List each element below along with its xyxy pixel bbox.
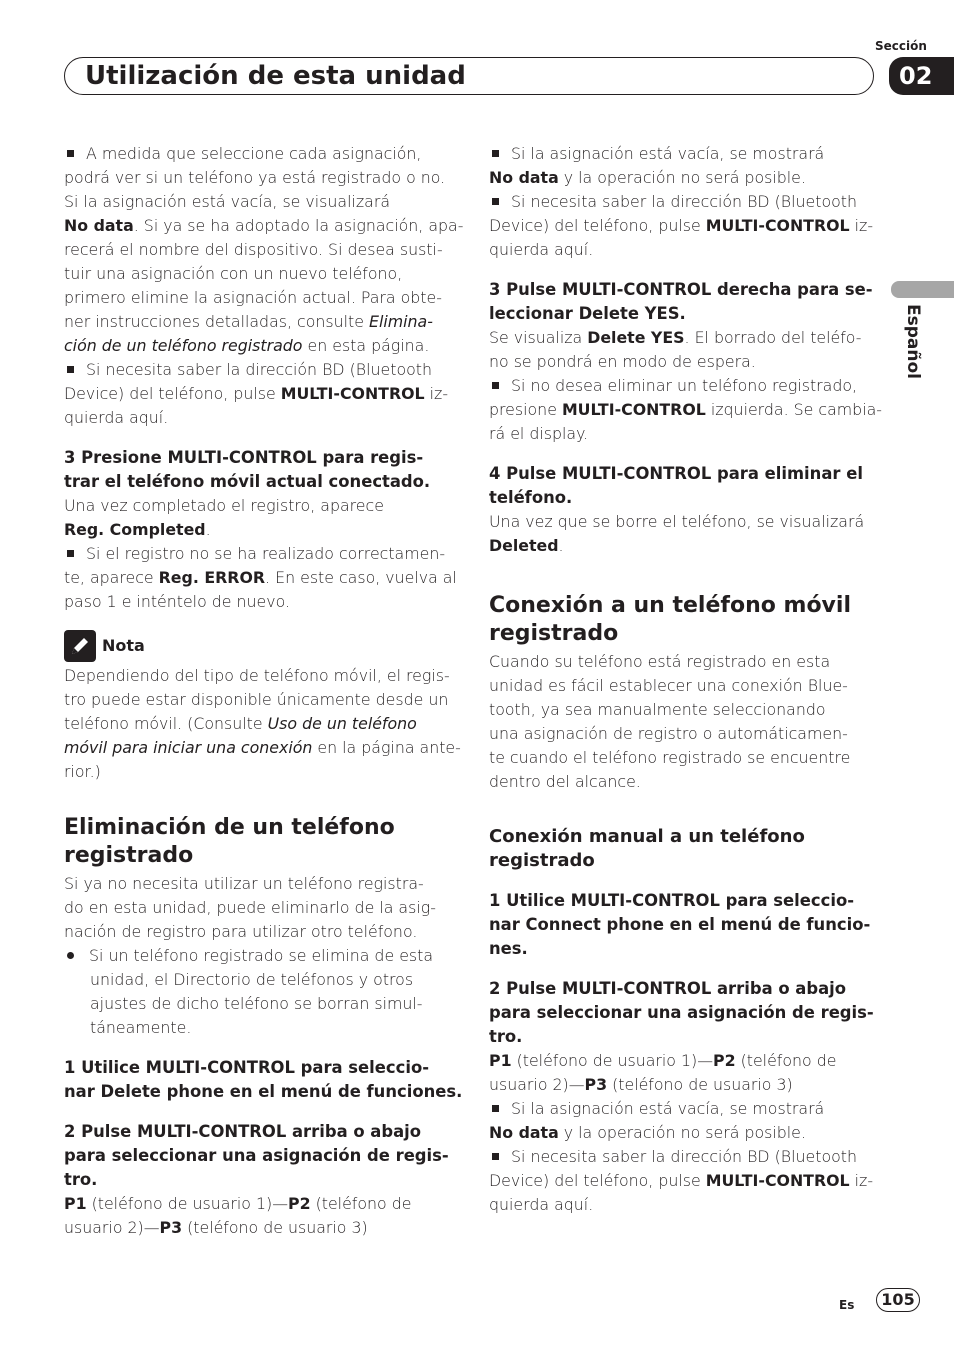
note-header	[64, 630, 459, 662]
list-item: Si la asignación está vacía, se mostrará	[489, 142, 881, 166]
text-line: nación de registro para utilizar otro teléfono.	[64, 922, 418, 941]
step-heading: 3 Pulse MULTI-CONTROL derecha para se-	[489, 280, 873, 299]
text-line: tooth, ya sea manualmente seleccionando	[489, 700, 826, 719]
step-heading: trar el teléfono móvil actual conectado.	[64, 472, 431, 491]
square-bullet-icon	[492, 1105, 499, 1112]
square-bullet-icon	[492, 150, 499, 157]
text-line: unidad, el Directorio de teléfonos y otros	[90, 970, 414, 989]
step-heading: 2 Pulse MULTI-CONTROL arriba o abajo	[64, 1122, 422, 1141]
list-item: Si la asignación está vacía, se mostrará	[489, 1097, 881, 1121]
text-line: No data y la operación no será posible.	[489, 168, 806, 187]
text-line: Cuando su teléfono está registrado en esta	[489, 652, 831, 671]
text-line: Si la asignación está vacía, se visualizará	[64, 192, 390, 211]
text-line: ajustes de dicho teléfono se borran simul-	[90, 994, 423, 1013]
text-line: Device) del teléfono, pulse MULTI-CONTROL iz-	[64, 384, 449, 403]
text-line: tro puede estar disponible únicamente desde un	[64, 690, 449, 709]
text-line: táneamente.	[90, 1018, 192, 1037]
round-bullet-icon	[67, 952, 74, 959]
text-line: usuario 2)—P3 (teléfono de usuario 3)	[64, 1218, 368, 1237]
text-line: quierda aquí.	[64, 408, 169, 427]
text-line: primero elimine la asignación actual. Para obte-	[64, 288, 442, 307]
step-heading: tro.	[64, 1170, 98, 1189]
text-line: teléfono móvil. (Consulte Uso de un teléfono	[64, 714, 417, 733]
section-heading: Conexión a un teléfono móvil registrado	[489, 593, 851, 646]
text-line: unidad es fácil establecer una conexión Blue-	[489, 676, 848, 695]
text-line: dentro del alcance.	[489, 772, 641, 791]
text-line: Se visualiza Delete YES. El borrado del teléfo-	[489, 328, 862, 347]
text-line: Una vez que se borre el teléfono, se visualizará	[489, 512, 865, 531]
text-line: usuario 2)—P3 (teléfono de usuario 3)	[489, 1075, 793, 1094]
right-column	[489, 142, 881, 1217]
text-line: do en esta unidad, puede eliminarlo de la asig-	[64, 898, 436, 917]
page-title: Utilización de esta unidad	[85, 61, 466, 91]
footer-language-code: Es	[839, 1298, 855, 1312]
text-line: te, aparece Reg. ERROR. En este caso, vuelva al	[64, 568, 457, 587]
section-label: Sección	[875, 39, 927, 53]
text-line: No data. Si ya se ha adoptado la asignación, apa-	[64, 216, 464, 235]
step-heading: teléfono.	[489, 488, 573, 507]
text-line: Device) del teléfono, pulse MULTI-CONTROL iz-	[489, 1171, 874, 1190]
note-label: Nota	[102, 636, 145, 655]
text-line: P1 (teléfono de usuario 1)—P2 (teléfono de	[64, 1194, 412, 1213]
step-heading: 1 Utilice MULTI-CONTROL para seleccio-	[489, 891, 855, 910]
list-item: A medida que seleccione cada asignación,	[64, 142, 459, 166]
text-line: rior.)	[64, 762, 101, 781]
square-bullet-icon	[67, 366, 74, 373]
language-tab-marker	[891, 281, 954, 298]
step-heading: 2 Pulse MULTI-CONTROL arriba o abajo	[489, 979, 847, 998]
text-line: Deleted.	[489, 536, 564, 555]
language-tab-label: Español	[903, 304, 923, 379]
header-bar	[64, 57, 874, 95]
text-line: No data y la operación no será posible.	[489, 1123, 806, 1142]
text-line: podrá ver si un teléfono ya está registrado o no.	[64, 168, 446, 187]
text-line: te cuando el teléfono registrado se encuentre	[489, 748, 851, 767]
list-item: Si el registro no se ha realizado correctamen-	[64, 542, 459, 566]
text-line: Device) del teléfono, pulse MULTI-CONTROL iz-	[489, 216, 874, 235]
left-column	[64, 142, 464, 1240]
text-line: tuir una asignación con un nuevo teléfono,	[64, 264, 403, 283]
text-line: móvil para iniciar una conexión en la página ante-	[64, 738, 461, 757]
text-line: Una vez completado el registro, aparece	[64, 496, 384, 515]
step-heading: nar Delete phone en el menú de funciones.	[64, 1082, 463, 1101]
step-heading: 1 Utilice MULTI-CONTROL para seleccio-	[64, 1058, 430, 1077]
text-line: quierda aquí.	[489, 240, 594, 259]
step-heading: para seleccionar una asignación de regis-	[64, 1146, 449, 1165]
text-line: presione MULTI-CONTROL izquierda. Se cambia-	[489, 400, 882, 419]
pencil-icon	[64, 630, 96, 662]
step-heading: tro.	[489, 1027, 523, 1046]
step-heading: 4 Pulse MULTI-CONTROL para eliminar el	[489, 464, 863, 483]
text-line: Si ya no necesita utilizar un teléfono registra-	[64, 874, 424, 893]
step-heading: nes.	[489, 939, 528, 958]
list-item: Si necesita saber la dirección BD (Bluetooth	[64, 358, 459, 382]
text-line: ción de un teléfono registrado en esta página.	[64, 336, 430, 355]
text-line: recerá el nombre del dispositivo. Si desea susti-	[64, 240, 443, 259]
section-number-badge: 02	[889, 57, 954, 95]
square-bullet-icon	[492, 1153, 499, 1160]
text-line: rá el display.	[489, 424, 589, 443]
text-line: ner instrucciones detalladas, consulte Elimina-	[64, 312, 433, 331]
list-item: Si necesita saber la dirección BD (Bluetooth	[489, 1145, 881, 1169]
square-bullet-icon	[67, 550, 74, 557]
text-line: Dependiendo del tipo de teléfono móvil, el regis-	[64, 666, 450, 685]
text-line: Reg. Completed.	[64, 520, 211, 539]
subsection-heading: Conexión manual a un teléfono registrado	[489, 826, 805, 871]
step-heading: 3 Presione MULTI-CONTROL para regis-	[64, 448, 424, 467]
step-heading: leccionar Delete YES.	[489, 304, 686, 323]
list-item: Si necesita saber la dirección BD (Bluetooth	[489, 190, 881, 214]
text-line: paso 1 e inténtelo de nuevo.	[64, 592, 291, 611]
section-heading: Eliminación de un teléfono registrado	[64, 815, 395, 868]
square-bullet-icon	[492, 198, 499, 205]
list-item: Si no desea eliminar un teléfono registrado,	[489, 374, 881, 398]
step-heading: para seleccionar una asignación de regis-	[489, 1003, 874, 1022]
page-number: 105	[876, 1288, 920, 1312]
list-item: Si un teléfono registrado se elimina de esta	[64, 944, 459, 968]
text-line: quierda aquí.	[489, 1195, 594, 1214]
text-line: no se pondrá en modo de espera.	[489, 352, 756, 371]
text-line: P1 (teléfono de usuario 1)—P2 (teléfono de	[489, 1051, 837, 1070]
square-bullet-icon	[67, 150, 74, 157]
square-bullet-icon	[492, 382, 499, 389]
step-heading: nar Connect phone en el menú de funcio-	[489, 915, 871, 934]
text-line: una asignación de registro o automáticamen-	[489, 724, 848, 743]
